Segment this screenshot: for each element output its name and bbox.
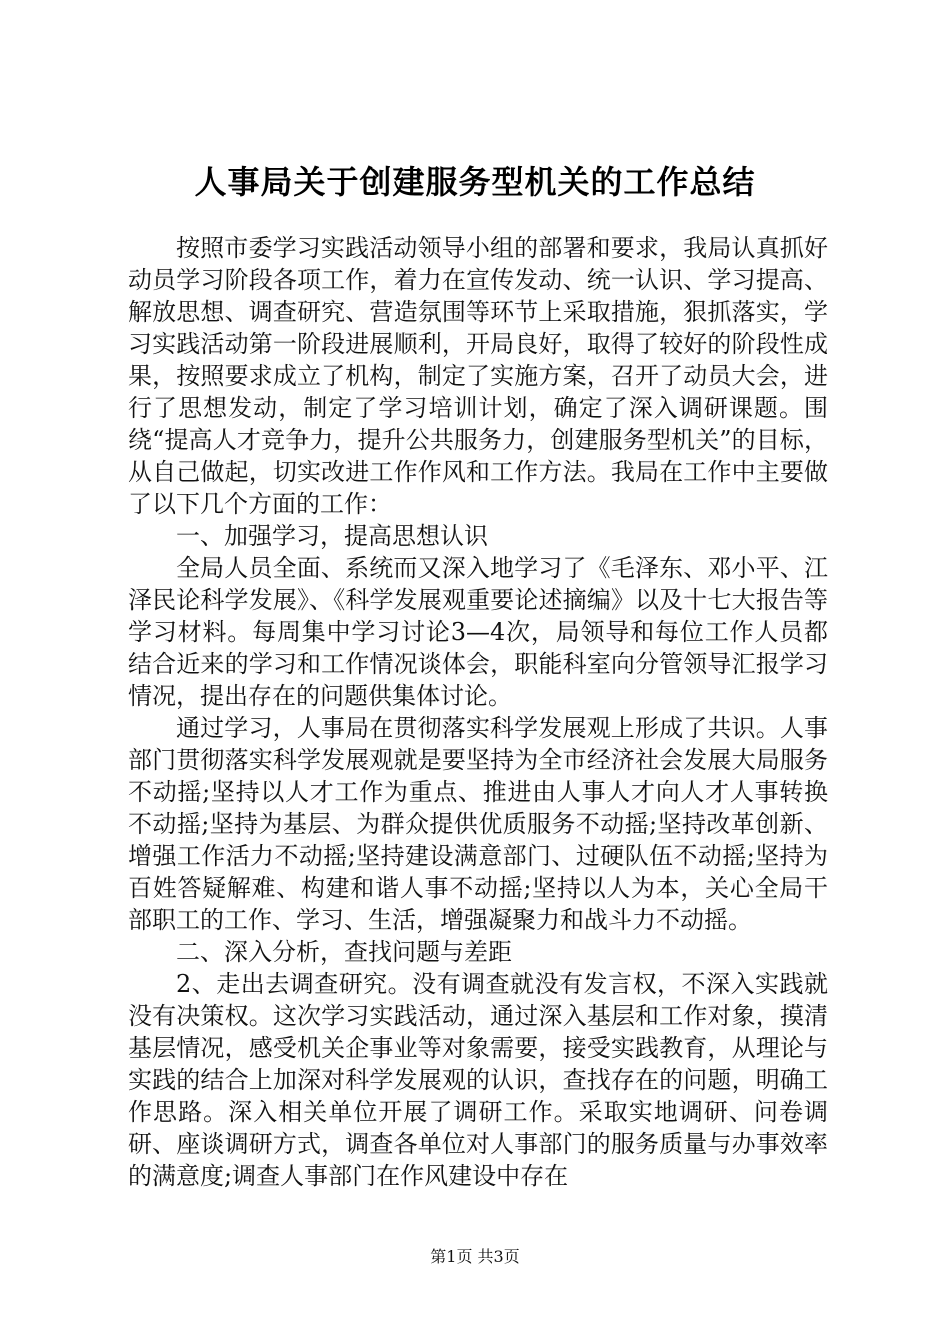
- paragraph-consensus: 通过学习，人事局在贯彻落实科学发展观上形成了共识。人事部门贯彻落实科学发展观就是要坚持为全市经济社会发展大局服务不动摇;坚持以人才工作为重点、推进由人事人才向人才人事转换不动摇;坚持为基层、为群众提供优质服务不动摇;坚持改革创新、增强工作活力不动摇;坚持建设满意部门、过硬队伍不动摇;坚持为百姓答疑解难、构建和谐人事不动摇;坚持以人为本，关心全局干部职工的工作、学习、生活，增强凝聚力和战斗力不动摇。: [128, 714, 828, 934]
- document-body: [128, 232, 828, 1192]
- page-footer: 第1页 共3页: [430, 1247, 520, 1266]
- section-heading-2: 二、深入分析，查找问题与差距: [176, 938, 512, 966]
- paragraph-research: 2、走出去调查研究。没有调查就没有发言权，不深入实践就没有决策权。这次学习实践活动，通过深入基层和工作对象，摸清基层情况，感受机关企事业等对象需要，接受实践教育，从理论与实践的结合上加深对科学发展观的认识，查找存在的问题，明确工作思路。深入相关单位开展了调研工作。采取实地调研、问卷调研、座谈调研方式，调查各单位对人事部门的服务质量与办事效率的满意度;调查人事部门在作风建设中存在: [128, 970, 828, 1190]
- paragraph-intro: 按照市委学习实践活动领导小组的部署和要求，我局认真抓好动员学习阶段各项工作，着力在宣传发动、统一认识、学习提高、解放思想、调查研究、营造氛围等环节上采取措施，狠抓落实，学习实践活动第一阶段进展顺利，开局良好，取得了较好的阶段性成果，按照要求成立了机构，制定了实施方案，召开了动员大会，进行了思想发动，制定了学习培训计划，确定了深入调研课题。围绕“提高人才竞争力，提升公共服务力，创建服务型机关”的目标，从自己做起，切实改进工作作风和工作方法。我局在工作中主要做了以下几个方面的工作：: [128, 234, 828, 518]
- document-title: 人事局关于创建服务型机关的工作总结: [194, 163, 756, 201]
- paragraph-study: 全局人员全面、系统而又深入地学习了《毛泽东、邓小平、江泽民论科学发展》、《科学发展观重要论述摘编》以及十七大报告等学习材料。每周集中学习讨论3—4次，局领导和每位工作人员都结合近来的学习和工作情况谈体会，职能科室向分管领导汇报学习情况，提出存在的问题供集体讨论。: [128, 554, 828, 710]
- section-heading-1: 一、加强学习，提高思想认识: [176, 522, 488, 550]
